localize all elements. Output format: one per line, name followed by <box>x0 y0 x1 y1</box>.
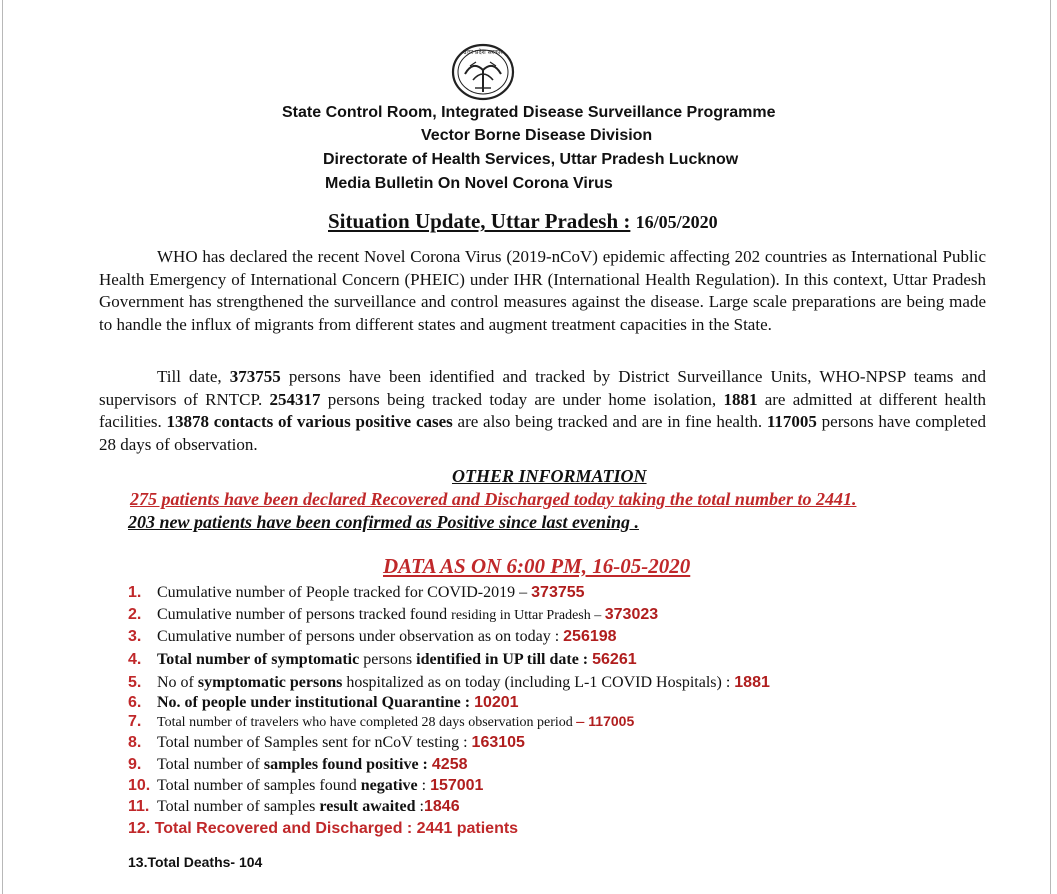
list-item: 9. Total number of samples found positive : 4258 <box>128 756 468 773</box>
list-item: 5. No of symptomatic persons hospitalized as on today (including L-1 COVID Hospitals) : 1881 <box>128 674 770 691</box>
total-deaths: 13.Total Deaths- 104 <box>128 854 263 870</box>
list-item: 2. Cumulative number of persons tracked found residing in Uttar Pradesh – 373023 <box>128 606 659 623</box>
list-item: 10. Total number of samples found negative : 157001 <box>128 777 484 794</box>
list-item: 11. Total number of samples result awaited :1846 <box>128 798 460 815</box>
page-title <box>328 209 718 234</box>
list-item: 3. Cumulative number of persons under observation as on today : 256198 <box>128 628 617 645</box>
list-item: 8. Total number of Samples sent for nCoV testing : 163105 <box>128 734 525 751</box>
list-item: 6. No. of people under institutional Quarantine : 10201 <box>128 694 519 711</box>
list-item: 7. Total number of travelers who have completed 28 days observation period – 117005 <box>128 713 635 730</box>
data-heading: DATA AS ON 6:00 PM, 16-05-2020 <box>383 554 691 578</box>
state-emblem-icon <box>443 40 523 104</box>
total-recovered: 12. Total Recovered and Discharged : 2441 patients <box>128 820 519 837</box>
tracking-paragraph: Till date, 373755 persons have been identified and tracked by District Surveillance Units, WHO-NPSP teams and supervisors of RNTCP. 254317 persons being tracked today are under home isolation, 1881 are admitted at different health facilities. 13878 contacts of various positive cases are also being tracked and are in fine health. 117005 persons have completed 28 days of observation. <box>99 367 986 454</box>
emblem-text: उत्तर प्रदेश सरकार <box>463 49 503 56</box>
page-border-right <box>1050 0 1051 894</box>
positive-line: 203 new patients have been confirmed as Positive since last evening . <box>128 512 639 532</box>
recovered-line: 275 patients have been declared Recovered and Discharged today taking the total number to 2441. <box>130 489 857 509</box>
title-text: Situation Update, Uttar Pradesh : <box>328 209 631 233</box>
list-item: 4. Total number of symptomatic persons identified in UP till date : 56261 <box>128 651 637 668</box>
intro-paragraph: WHO has declared the recent Novel Corona Virus (2019-nCoV) epidemic affecting 202 countries as International Public Health Emergency of International Concern (PHEIC) under IHR (International Health Regulation). In this context, Uttar Pradesh Government has strengthened the surveillance and control measures against the disease. Large scale preparations are being made to handle the influx of migrants from different states and augment treatment capacities in the State. <box>99 247 986 334</box>
list-item: 1. Cumulative number of People tracked for COVID-2019 – 373755 <box>128 584 585 601</box>
title-date: 16/05/2020 <box>635 212 718 232</box>
page-border-left <box>2 0 3 894</box>
other-information-heading: OTHER INFORMATION <box>452 466 647 486</box>
